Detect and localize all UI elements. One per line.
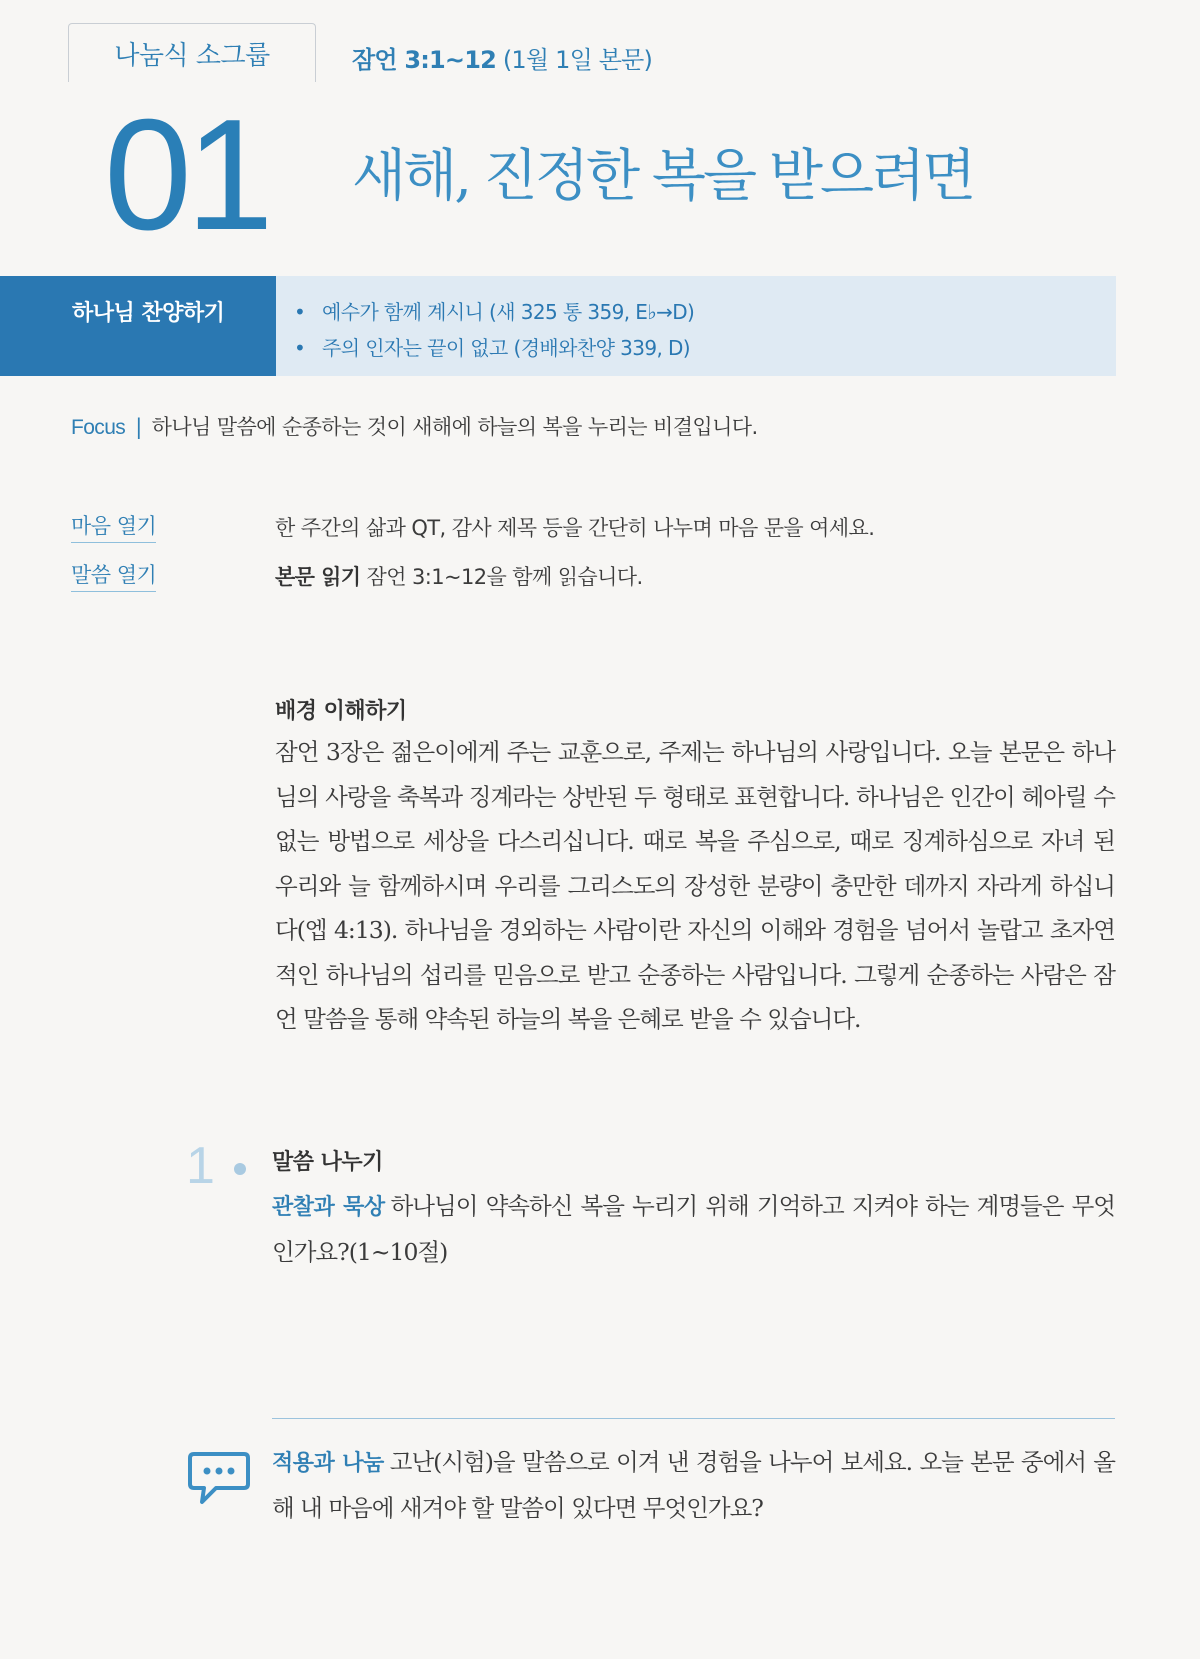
apply-text: 고난(시험)을 말씀으로 이겨 낸 경험을 나누어 보세요. 오늘 본문 중에서 올해 내 마음에 새겨야 할 말씀이 있다면 무엇인가요? <box>272 1448 1115 1522</box>
background-title: 배경 이해하기 <box>275 699 407 724</box>
apply-label: 적용과 나눔 <box>272 1451 384 1476</box>
lesson-title: 새해, 진정한 복을 받으려면 <box>352 144 974 209</box>
reading-line <box>275 561 643 591</box>
lesson-number: 01 <box>104 87 268 263</box>
open-heart-text: 한 주간의 삶과 QT, 감사 제목 등을 간단히 나누며 마음 문을 여세요. <box>275 516 875 540</box>
section-tab <box>68 23 316 83</box>
passage-range: 잠언 3:1~12 <box>352 46 497 74</box>
focus-line <box>71 411 758 441</box>
chat-bubble-icon <box>188 1448 252 1508</box>
praise-song-list <box>276 276 1116 376</box>
background-text: 잠언 3장은 젊은이에게 주는 교훈으로, 주제는 하나님의 사랑입니다. 오늘 본문은 하나님의 사랑을 축복과 징계라는 상반된 두 형태로 표현합니다. 하나님은 인간이 헤아릴 수 없는 방법으로 세상을 다스리십니다. 때로 복을 주심으로, 때로 징계하심으로 자녀 된 우리와 늘 함께하시며 우리를 그리스도의 장성한 분량이 충만한 데까지 자라게 하십니다(엡 4:13). 하나님을 경외하는 사람이란 자신의 이해와 경험을 넘어서 놀랍고 초자연적인 하나님의 섭리를 믿음으로 받고 순종하는 사람입니다. 그렇게 순종하는 사람은 잠언 말씀을 통해 약속된 하늘의 복을 은혜로 받을 수 있습니다. <box>275 738 1115 1033</box>
praise-label: 하나님 찬양하기 <box>0 276 276 376</box>
reading-text: 잠언 3:1~12을 함께 읽습니다. <box>360 565 643 589</box>
praise-song-text: 예수가 함께 계시니 (새 325 통 359, E♭→D) <box>322 300 695 324</box>
praise-song-item: • 예수가 함께 계시니 (새 325 통 359, E♭→D) <box>294 300 695 324</box>
focus-text: 하나님 말씀에 순종하는 것이 새해에 하늘의 복을 누리는 비결입니다. <box>151 415 758 439</box>
section-divider <box>272 1418 1115 1419</box>
reading-label: 본문 읽기 <box>275 565 361 589</box>
question-dot <box>234 1163 246 1175</box>
question-number: 1 <box>186 1137 215 1195</box>
question-text: 하나님이 약속하신 복을 누리기 위해 기억하고 지켜야 하는 계명들은 무엇인가요?(1~10절) <box>272 1192 1115 1266</box>
praise-song-item: • 주의 인자는 끝이 없고 (경배와찬양 339, D) <box>294 336 690 360</box>
open-word-label: 말씀 열기 <box>71 559 156 592</box>
question-text-block <box>272 1184 1115 1274</box>
apply-text-block <box>272 1440 1115 1530</box>
question-title: 말씀 나누기 <box>272 1150 383 1175</box>
focus-label: Focus <box>71 416 126 439</box>
open-heart-label: 마음 열기 <box>71 510 156 543</box>
section-tab-label: 나눔식 소그룹 <box>114 41 270 71</box>
praise-song-text: 주의 인자는 끝이 없고 (경배와찬양 339, D) <box>322 336 690 360</box>
focus-separator: | <box>135 415 142 439</box>
passage-reference <box>352 40 652 75</box>
question-label: 관찰과 묵상 <box>272 1195 385 1220</box>
passage-date: (1월 1일 본문) <box>496 46 653 74</box>
